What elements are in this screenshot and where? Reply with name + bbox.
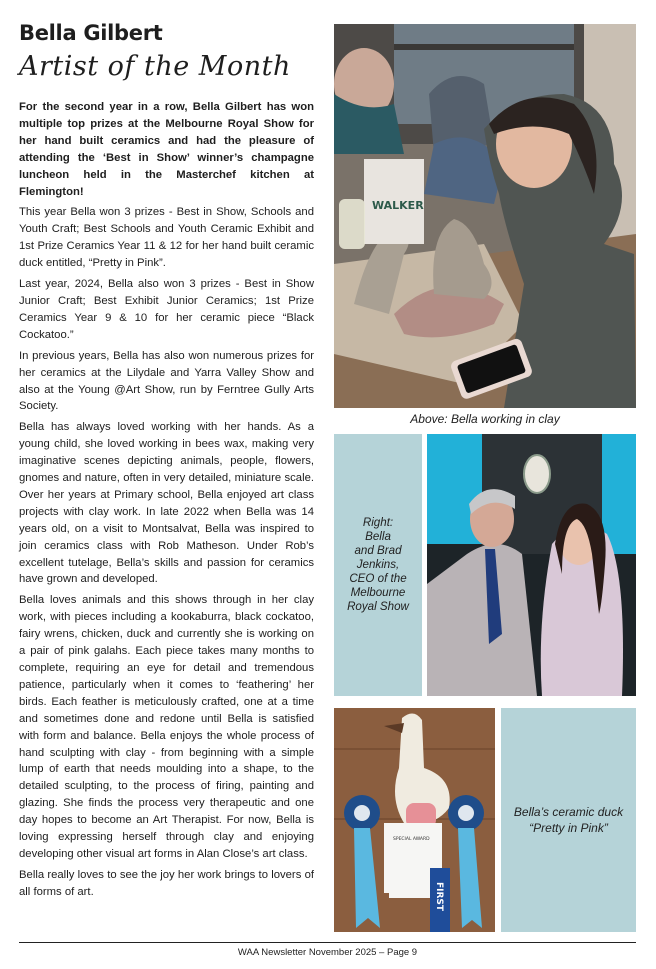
photo-illustration [334,24,636,408]
section-title: Artist of the Month [19,51,291,82]
photo-bella-brad-jenkins [427,434,636,696]
caption-duck: Bella’s ceramic duck “Pretty in Pink” [513,805,624,835]
body-paragraph: In previous years, Bella has also won numerous prizes for her ceramics at the Lilydale and Yarra Valley Show and also at the Young @Art Show, run by Ferntree Gully Arts Society. [19,349,314,413]
caption-box-duck [501,708,636,932]
article-column [19,20,314,905]
photo-ceramic-duck [334,708,495,932]
photo-illustration [334,708,495,932]
lead-paragraph: For the second year in a row, Bella Gilbert has won multiple top prizes at the Melbourne Royal Show for her hand built ceramics and had the pleasure of attending the ‘Best in Show’ winner’s champagne luncheon held in the Masterchef kitchen at Flemington! [19,101,314,198]
caption-box-bella-brad [334,434,422,696]
body-paragraph: Bella has always loved working with her hands. As a young child, she loved working in bees wax, making very imaginative scenes depicting animals, people, flowers, gnomes and nature, often in very detailed, miniature scale. Over her years at Primary school, Bella enjoyed art class projects with clay work. In late 2022 when Bella was 14 years old, on a visit to Montsalvat, Bella was inspired to join ceramics class with Rob Matheson. Under Rob’s excellent tutelage, Bella’s skills and passion for ceramics have grown and developed. [19,421,314,586]
artist-name: Bella Gilbert [19,21,163,45]
page-footer: WAA Newsletter November 2025 – Page 9 [237,947,418,958]
body-paragraph: Bella really loves to see the joy her work brings to lovers of all forms of art. [19,868,314,898]
photo-illustration [427,434,636,696]
ribbon-label: FIRST [434,882,444,912]
caption-right: Right: Bella and Brad Jenkins, CEO of the Melbourne Royal Show [347,516,409,613]
body-paragraph: Bella loves animals and this shows through in her clay work, with pieces including a kookaburra, black cockatoo, fairy wrens, chicken, duck and currently she is working on a pair of pink galahs. Each piece takes many months to complete, requiring an eye for detail and tremendous patience, particularly when it comes to ‘feathering’ her birds. Each feather is meticulously crafted, one at a time and sometimes done and redone until Bella is satisfied with form and balance. Bella enjoys the whole process of hand sculpting with clay - from beginning with a simple lump of earth that needs moulding into a shape, to the detailed sculpting, to the process of firing, painting and glazing. She finds the process very therapeutic and one day hopes to become an Art Therapist. For now, Bella is loving expressing herself through clay and enjoying developing other visual art forms in Alan Close’s art class. [19,594,314,860]
caption-above: Above: Bella working in clay [410,412,560,426]
photo-bella-working-clay [334,24,636,408]
award-card-label: SPECIAL AWARD [393,837,430,842]
footer-divider [19,942,636,943]
body-paragraph: This year Bella won 3 prizes - Best in Show, Schools and Youth Craft; Best Schools and Youth Ceramic Exhibit and 1st Prize Ceramics Year 11 & 12 for her hand built ceramic duck entitled, “Pretty in Pink”. [19,206,314,270]
bag-label: WALKER [372,199,424,212]
body-paragraph: Last year, 2024, Bella also won 3 prizes - Best in Show Junior Craft; Best Exhibit Junior Ceramics; 1st Prize Ceramics Year 9 & 10 for her ceramic piece “Black Cockatoo.” [19,278,314,341]
